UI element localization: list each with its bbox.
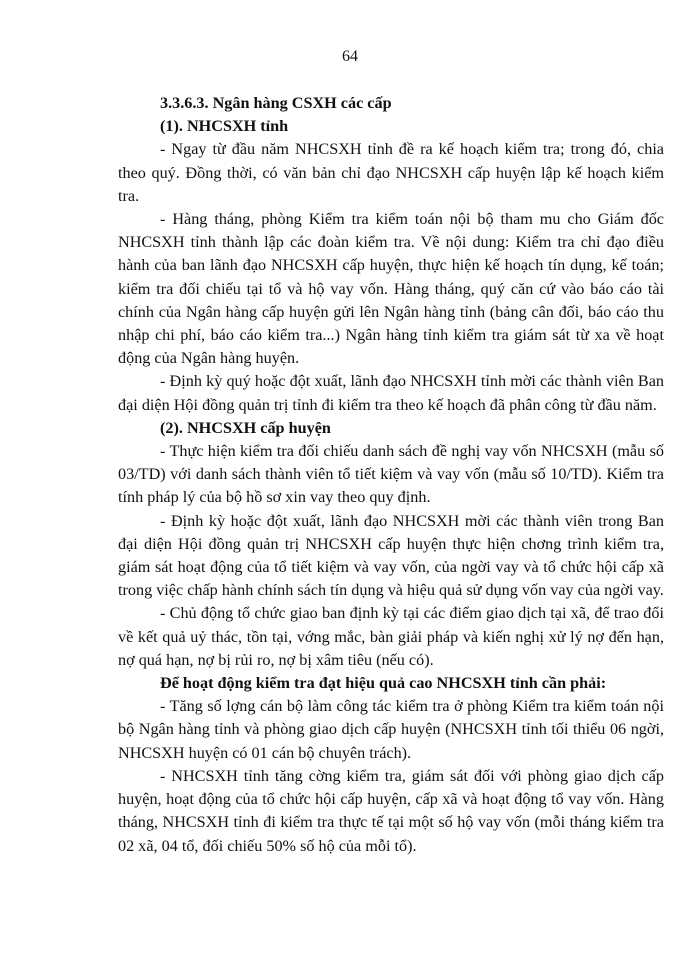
paragraph: - Chủ động tổ chức giao ban định kỳ tại các điểm giao dịch tại xã, để trao đổi về kết quả uỷ thác, tồn tại, vớng mắc, bàn giải pháp và kiến nghị xử lý nợ đến hạn, nợ quá hạn, nợ bị rủi ro, nợ bị xâm tiêu (nếu có). bbox=[118, 604, 664, 669]
paragraph: - Ngay từ đầu năm NHCSXH tỉnh đề ra kế hoạch kiểm tra; trong đó, chia theo quý. Đồng thời, có văn bản chỉ đạo NHCSXH cấp huyện lập kế hoạch kiểm tra. bbox=[118, 140, 664, 205]
paragraph: - Định kỳ hoặc đột xuất, lãnh đạo NHCSXH mời các thành viên trong Ban đại diện Hội đồng quản trị NHCSXH cấp huyện thực hiện chơng trình kiểm tra, giám sát hoạt động của tổ tiết kiệm và vay vốn, của ngời vay và tổ chức hội cấp xã trong việc chấp hành chính sách tín dụng và hiệu quả sử dụng vốn vay của ngời vay. bbox=[118, 511, 664, 600]
paragraph: - Hàng tháng, phòng Kiểm tra kiểm toán nội bộ tham mu cho Giám đốc NHCSXH tỉnh thành lập các đoàn kiểm tra. Về nội dung: Kiểm tra chỉ đạo điều hành của ban lãnh đạo NHCSXH cấp huyện, thực hiện kế hoạch tín dụng, kế toán; kiểm tra đối chiếu tại tổ và hộ vay vốn. Hàng tháng, quý căn cứ vào báo cáo tài chính của Ngân hàng cấp huyện gửi lên Ngân hàng tỉnh (bảng cân đối, báo cáo thu nhập chi phí, báo cáo kiểm tra...) Ngân hàng tỉnh kiểm tra giám sát từ xa về hoạt động của Ngân hàng huyện. bbox=[118, 210, 664, 368]
subsection-heading-2: (2). NHCSXH cấp huyện bbox=[160, 418, 331, 437]
subsection-heading-1: (1). NHCSXH tỉnh bbox=[160, 117, 289, 136]
page-content bbox=[118, 92, 664, 858]
bold-statement: Để hoạt động kiểm tra đạt hiệu quả cao NHCSXH tỉnh cần phải: bbox=[160, 674, 607, 693]
page-number: 64 bbox=[342, 48, 358, 65]
paragraph: - Định kỳ quý hoặc đột xuất, lãnh đạo NHCSXH tỉnh mời các thành viên Ban đại diện Hội đồng quản trị tỉnh đi kiểm tra theo kế hoạch đã phân công từ đầu năm. bbox=[118, 372, 664, 414]
paragraph: - Thực hiện kiểm tra đối chiếu danh sách đề nghị vay vốn NHCSXH (mẫu số 03/TD) với danh sách thành viên tổ tiết kiệm và vay vốn (mẫu số 10/TD). Kiểm tra tính pháp lý của bộ hồ sơ xin vay theo quy định. bbox=[118, 442, 664, 507]
paragraph: - NHCSXH tỉnh tăng cờng kiểm tra, giám sát đối với phòng giao dịch cấp huyện, hoạt động của tổ chức hội cấp huyện, cấp xã và hoạt động tổ vay vốn. Hàng tháng, NHCSXH tỉnh đi kiểm tra thực tế tại một số hộ vay vốn (mỗi tháng kiểm tra 02 xã, 04 tổ, đối chiếu 50% số hộ của mỗi tổ). bbox=[118, 766, 664, 855]
paragraph: - Tăng số lợng cán bộ làm công tác kiểm tra ở phòng Kiểm tra kiểm toán nội bộ Ngân hàng tỉnh và phòng giao dịch cấp huyện (NHCSXH tỉnh tối thiểu 06 ngời, NHCSXH huyện có 01 cán bộ chuyên trách). bbox=[118, 697, 664, 762]
section-heading: 3.3.6.3. Ngân hàng CSXH các cấp bbox=[160, 94, 392, 112]
